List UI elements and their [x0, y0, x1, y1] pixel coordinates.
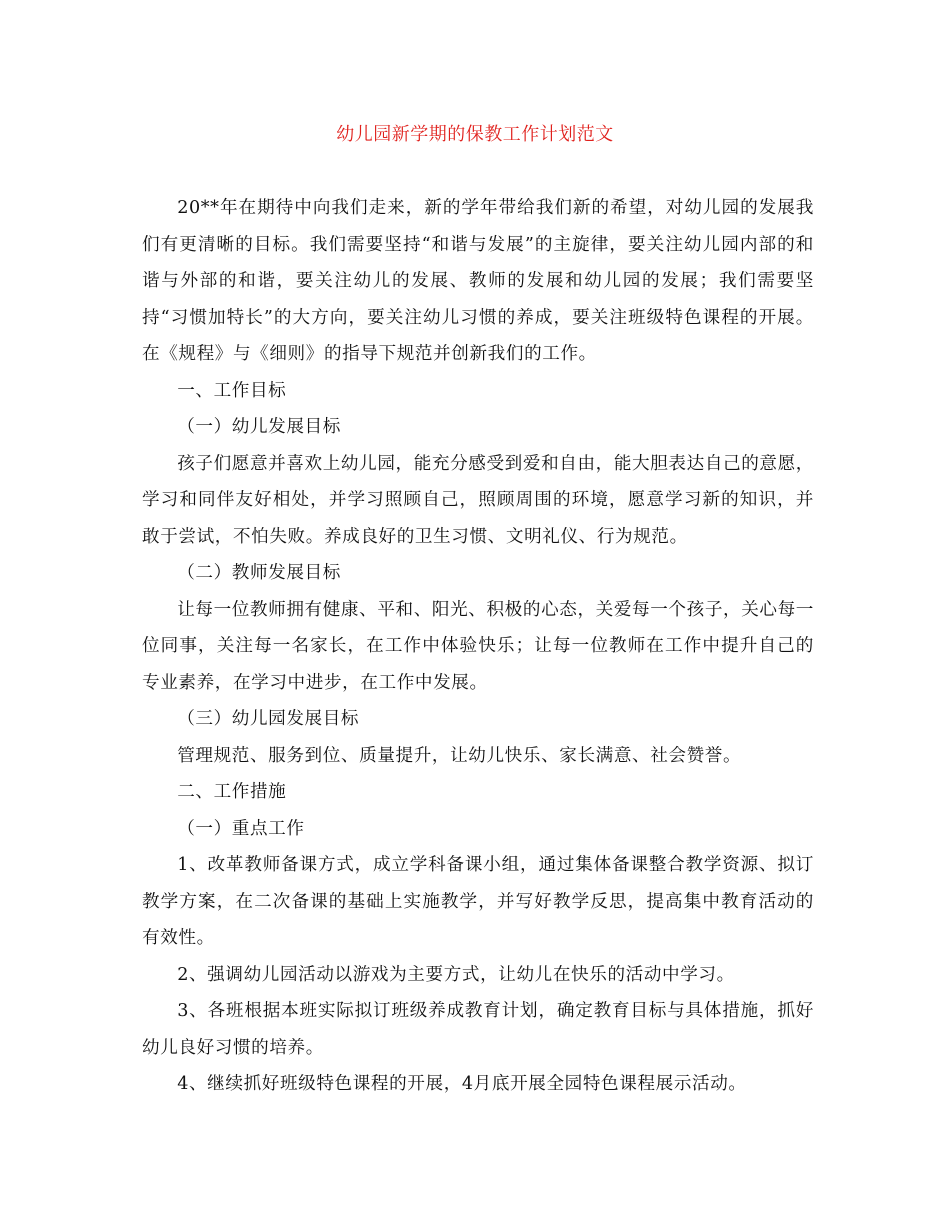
section-heading-measures: 二、工作措施	[177, 782, 287, 802]
subheading-kindergarten-goals: （三）幼儿园发展目标	[177, 709, 360, 729]
list-item-2: 2、强调幼儿园活动以游戏为主要方式，让幼儿在快乐的活动中学习。	[177, 964, 735, 985]
document-title: 幼儿园新学期的保教工作计划范文	[336, 124, 614, 145]
subheading-key-work: （一）重点工作	[177, 818, 305, 839]
paragraph-teacher-goals: 让每一位教师拥有健康、平和、阳光、积极的心态，关爱每一个孩子，关心每一位同事，关注每一名家长，在工作中体验快乐；让每一位教师在工作中提升自己的专业素养，在学习中进步，在工作中发展。	[142, 599, 814, 693]
paragraph-kindergarten-goals: 管理规范、服务到位、质量提升，让幼儿快乐、家长满意、社会赞誉。	[177, 745, 742, 766]
list-item-3: 3、各班根据本班实际拟订班级养成教育计划，确定教育目标与具体措施，抓好幼儿良好习惯的培养。	[142, 1001, 814, 1058]
list-item-1: 1、改革教师备课方式，成立学科备课小组，通过集体备课整合教学资源、拟订教学方案，在二次备课的基础上实施教学，并写好教学反思，提高集中教育活动的有效性。	[142, 855, 814, 948]
section-heading-goals: 一、工作目标	[177, 380, 287, 401]
document-body	[142, 190, 814, 1103]
subheading-child-goals: （一）幼儿发展目标	[177, 417, 341, 437]
intro-paragraph: 20**年在期待中向我们走来，新的学年带给我们新的希望，对幼儿园的发展我们有更清晰的目标。我们需要坚持“和谐与发展”的主旋律，要关注幼儿园内部的和谐与外部的和谐，要关注幼儿的发展、教师的发展和幼儿园的发展；我们需要坚持“习惯加特长”的大方向，要关注幼儿习惯的养成，要关注班级特色课程的开展。在《规程》与《细则》的指导下规范并创新我们的工作。	[142, 198, 814, 364]
paragraph-child-goals: 孩子们愿意并喜欢上幼儿园，能充分感受到爱和自由，能大胆表达自己的意愿，学习和同伴友好相处，并学习照顾自己，照顾周围的环境，愿意学习新的知识，并敢于尝试，不怕失败。养成良好的卫生习惯、文明礼仪、行为规范。	[142, 453, 814, 547]
list-item-4: 4、继续抓好班级特色课程的开展，4月底开展全园特色课程展示活动。	[177, 1074, 747, 1094]
subheading-teacher-goals: （二）教师发展目标	[177, 563, 341, 583]
